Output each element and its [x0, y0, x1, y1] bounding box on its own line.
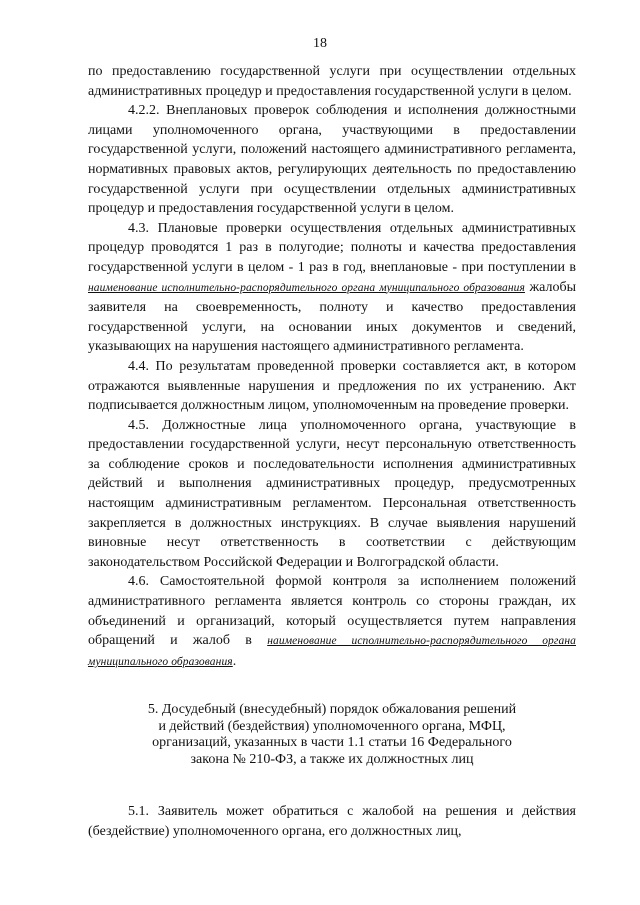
- section-5-heading: [88, 702, 576, 768]
- paragraph-4-3-text-end: жалобы заявителя на своевременность, полноту и качество предоставления государственной услуги, на основании иных документов и сведений, указывающих на нарушения настоящего административного регламента.: [88, 279, 576, 355]
- paragraph-5-1: 5.1. Заявитель может обратиться с жалобой на решения и действия (бездействие) уполномоченного органа, его должностных лиц,: [88, 804, 576, 839]
- section-5-heading-line: 5. Досудебный (внесудебный) порядок обжалования решений: [147, 702, 517, 718]
- paragraph-continuation: по предоставлению государственной услуги при осуществлении отдельных административных процедур и предоставления государственной услуги в целом.: [88, 64, 576, 99]
- section-5-heading-line: организаций, указанных в части 1.1 статьи 16 Федерального: [152, 735, 512, 751]
- paragraph-4-2-2: 4.2.2. Внеплановых проверок соблюдения и исполнения должностными лицами уполномоченного органа, участвующими в предоставлении государственной услуги, положений настоящего административного регламента, нормативных правовых актов, регулирующих деятельность по предоставлению государственной услуги при осуществлении отдельных административных процедур и предоставления государственной услуги в целом.: [88, 103, 576, 217]
- placeholder-authority-name: наименование исполнительно-распорядительного органа муниципального образования: [88, 635, 576, 668]
- section-5-heading-line: закона № 210-ФЗ, а также их должностных лиц: [190, 751, 474, 767]
- placeholder-authority-name: наименование исполнительно-распорядительного органа муниципального образования: [88, 281, 525, 294]
- page-number: 18: [313, 36, 327, 51]
- paragraph-4-4: 4.4. По результатам проведенной проверки составляется акт, в котором отражаются выявленные нарушения и предложения по их устранению. Акт подписывается должностным лицом, уполномоченным на проведение проверки.: [88, 358, 576, 414]
- section-5-heading-line: и действий (бездействия) уполномоченного органа, МФЦ,: [158, 718, 506, 734]
- paragraph-4-3-text-start: 4.3. Плановые проверки осуществления отдельных административных процедур проводятся 1 раз в полугодие; полноты и качества предоставления государственной услуги в целом - 1 раз в год, внеплановые - при поступлении в: [88, 220, 576, 275]
- paragraph-4-6-text-end: .: [232, 653, 237, 669]
- paragraph-4-6: [88, 572, 576, 672]
- paragraph-4-6-text-start: 4.6. Самостоятельной формой контроля за исполнением положений административного регламента является контроль со стороны граждан, их объединений и организаций, который осуществляется путем направления обращений и жалоб в: [88, 574, 576, 649]
- paragraph-4-3: [88, 219, 576, 357]
- document-body: [88, 62, 576, 842]
- paragraph-4-5: 4.5. Должностные лица уполномоченного органа, участвующие в предоставлении государственной услуги, несут персональную ответственность за соблюдение сроков и последовательности исполнения административных действий и выполнения административных процедур, предусмотренных настоящим административным регламентом. Персональная ответственность закрепляется в должностных инструкциях. В случае выявления нарушений виновные несут ответственность в соответствии с действующим законодательством Российской Федерации и Волгоградской области.: [88, 417, 576, 570]
